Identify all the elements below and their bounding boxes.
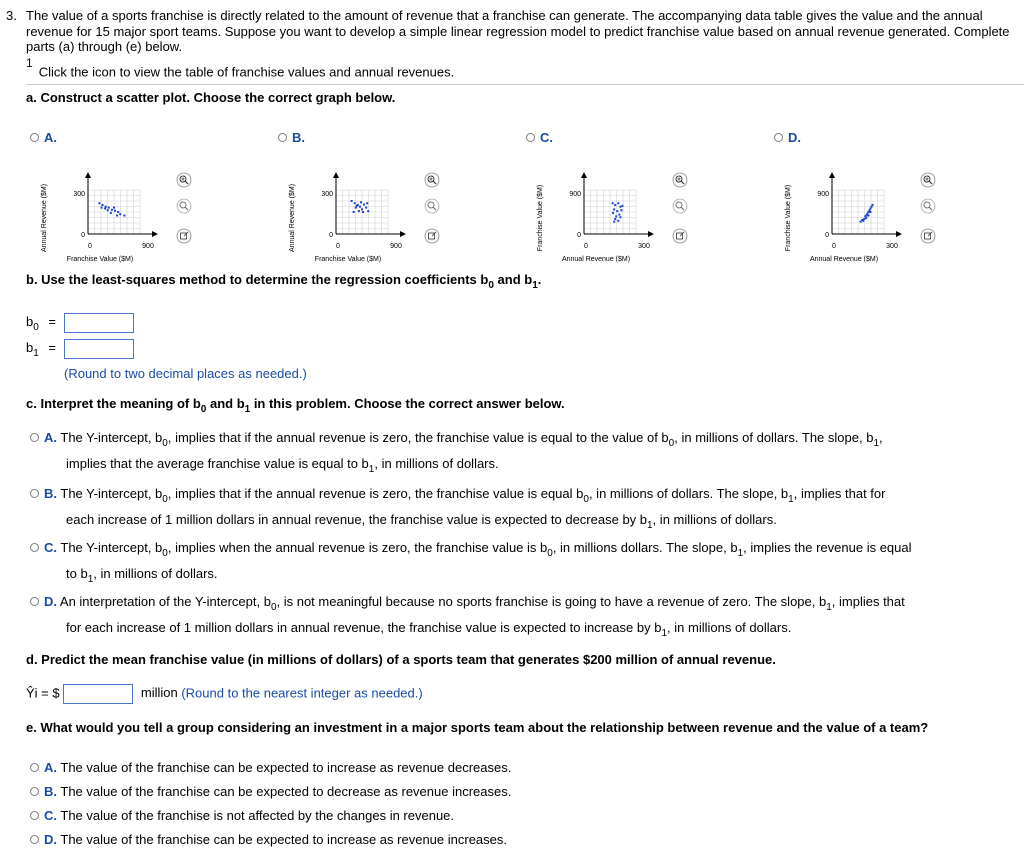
- part-d-prompt: d. Predict the mean franchise value (in millions of dollars) of a sports team that generates $200 million of annual revenue.: [26, 652, 776, 667]
- scatter-point: [619, 216, 621, 218]
- y-axis-arrow: [333, 172, 339, 178]
- scatter-point: [108, 207, 110, 209]
- y-tick-max: 900: [817, 191, 829, 198]
- part-e-option-a[interactable]: A. The value of the franchise can be expected to increase as revenue decreases.: [30, 760, 511, 775]
- scatter-point: [614, 204, 616, 206]
- scatter-point: [361, 208, 363, 210]
- b1-row: $b_1$ =: [26, 339, 134, 359]
- option-text: An interpretation of the Y-intercept, $b_0$, is not meaningful because no sports franchise is going to have a revenue of zero. The slope, $b_1$, implies that: [59, 594, 905, 613]
- b0-label: $b_0$: [26, 314, 39, 334]
- scatter-point: [617, 202, 619, 204]
- scatter-point: [116, 215, 118, 217]
- x-tick-max: 300: [886, 243, 898, 250]
- part-c-option-a[interactable]: A. The Y-intercept, $b_0$, implies that if the annual revenue is zero, the franchise value is equal to the value of $b_0$, in millions of dollars. The slope, $b_1$, implies that the average franchise value is equal to $b_1$, in millions of dollars.: [30, 426, 1015, 478]
- y-axis-label: Annual Revenue ($M): [41, 183, 48, 253]
- x-axis-label: Annual Revenue ($M): [809, 256, 879, 263]
- scatter-point: [616, 210, 618, 212]
- x-axis-arrow: [896, 231, 902, 237]
- scatter-plot: [526, 148, 706, 263]
- x-tick-max: 900: [390, 243, 402, 250]
- scatter-point: [105, 206, 107, 208]
- x-tick-zero: 0: [336, 243, 340, 250]
- part-c-option-c[interactable]: C. The Y-intercept, $b_0$, implies when the annual revenue is zero, the franchise value is $b_0$, in millions dollars. The slope, $b_1$, implies the revenue is equal to $b_1$, in millions of dollars.: [30, 536, 1015, 588]
- scatter-point: [860, 221, 862, 223]
- scatter-point: [359, 206, 361, 208]
- radio-button[interactable]: [30, 543, 39, 552]
- graph-option-d[interactable]: [774, 130, 964, 263]
- option-text-cont: to $b_1$, in millions of dollars.: [66, 566, 218, 585]
- zoom-out-icon[interactable]: [673, 199, 687, 213]
- x-axis-arrow: [648, 231, 654, 237]
- part-e-prompt: e. What would you tell a group considering an investment in a major sports team about the relationship between revenue and the value of a team?: [26, 720, 929, 735]
- radio-button[interactable]: [30, 763, 39, 772]
- yhat-label: Ŷi = $: [26, 685, 60, 701]
- option-text: The value of the franchise can be expected to increase as revenue increases.: [60, 832, 507, 847]
- y-axis-arrow: [829, 172, 835, 178]
- graph-option-label[interactable]: B.: [278, 130, 305, 145]
- scatter-point: [865, 215, 867, 217]
- part-a-prompt: a. Construct a scatter plot. Choose the correct graph below.: [26, 90, 396, 105]
- scatter-point: [614, 218, 616, 220]
- scatter-point: [365, 207, 367, 209]
- y-axis-label: Franchise Value ($M): [537, 184, 544, 252]
- scatter-point: [119, 213, 121, 215]
- expand-icon[interactable]: [425, 229, 439, 243]
- scatter-point: [619, 206, 621, 208]
- option-text: The value of the franchise can be expected to increase as revenue decreases.: [60, 760, 512, 775]
- scatter-point: [620, 209, 622, 211]
- scatter-point: [863, 218, 865, 220]
- radio-button[interactable]: [30, 433, 39, 442]
- scatter-point: [360, 201, 362, 203]
- y-tick-zero: 0: [81, 232, 85, 239]
- option-text: The value of the franchise can be expected to decrease as revenue increases.: [60, 784, 512, 799]
- zoom-out-icon[interactable]: [177, 199, 191, 213]
- option-text: The Y-intercept, $b_0$, implies that if the annual revenue is zero, the franchise value is equal $b_0$, in millions of dollars. The slope, $b_1$, implies that for: [60, 486, 886, 505]
- scatter-point: [612, 202, 614, 204]
- x-tick-zero: 0: [584, 243, 588, 250]
- scatter-point: [101, 207, 103, 209]
- scatter-point: [362, 211, 364, 213]
- scatter-point: [355, 207, 357, 209]
- scatter-point: [868, 209, 870, 211]
- scatter-point: [110, 212, 112, 214]
- radio-button[interactable]: [30, 835, 39, 844]
- scatter-point: [867, 215, 869, 217]
- y-axis-label: Franchise Value ($M): [785, 184, 792, 252]
- y-tick-max: 300: [73, 191, 85, 198]
- zoom-in-icon[interactable]: [425, 173, 439, 187]
- expand-icon[interactable]: [177, 229, 191, 243]
- radio-button[interactable]: [30, 597, 39, 606]
- zoom-in-icon[interactable]: [673, 173, 687, 187]
- scatter-point: [358, 210, 360, 212]
- b0-row: $b_0$ =: [26, 313, 134, 333]
- scatter-point: [613, 208, 615, 210]
- scatter-plot: [774, 148, 954, 263]
- x-axis-label: Franchise Value ($M): [66, 256, 134, 263]
- b0-input[interactable]: [64, 313, 134, 333]
- question-number: 3.: [6, 8, 17, 23]
- graph-option-label[interactable]: C.: [526, 130, 553, 145]
- graph-option-b[interactable]: [278, 130, 468, 263]
- scatter-point: [613, 221, 615, 223]
- scatter-point: [367, 210, 369, 212]
- x-tick-zero: 0: [832, 243, 836, 250]
- x-tick-zero: 0: [88, 243, 92, 250]
- part-e-option-c[interactable]: C. The value of the franchise is not affected by the changes in revenue.: [30, 808, 454, 823]
- part-e-option-b[interactable]: B. The value of the franchise can be expected to decrease as revenue increases.: [30, 784, 511, 799]
- y-axis-arrow: [581, 172, 587, 178]
- y-tick-max: 900: [569, 191, 581, 198]
- y-tick-zero: 0: [825, 232, 829, 239]
- scatter-point: [869, 207, 871, 209]
- option-text: The Y-intercept, $b_0$, implies when the annual revenue is zero, the franchise value is $b_0$, in millions dollars. The slope, $b_1$, implies the revenue is equal: [60, 540, 912, 559]
- y-axis-label: Annual Revenue ($M): [289, 183, 296, 253]
- graph-option-a[interactable]: [30, 130, 220, 263]
- scatter-point: [117, 211, 119, 213]
- part-c-prompt: c. Interpret the meaning of $b_0$ and $b_1$ in this problem. Choose the correct answer below.: [26, 396, 565, 415]
- question-intro: The value of a sports franchise is directly related to the amount of revenue that a franchise can generate. The accompanying data table gives the value and the annual revenue for 15 major sport teams. Suppose you want to develop a simple linear regression model to predict franchise value based on annual revenue generated. Complete parts (a) through (e) below.: [26, 8, 1010, 54]
- y-axis-arrow: [85, 172, 91, 178]
- scatter-point: [98, 202, 100, 204]
- radio-button[interactable]: [526, 133, 535, 142]
- part-c-option-b[interactable]: B. The Y-intercept, $b_0$, implies that if the annual revenue is zero, the franchise value is equal $b_0$, in millions of dollars. The slope, $b_1$, implies that for each increase of 1 million dollars in annual revenue, the franchise value is expected to decrease by $b_1$, in millions of dollars.: [30, 482, 1015, 534]
- yhat-input[interactable]: [63, 684, 133, 704]
- graph-option-label[interactable]: D.: [774, 130, 801, 145]
- scatter-point: [102, 204, 104, 206]
- x-tick-max: 300: [638, 243, 650, 250]
- option-text-cont: implies that the average franchise value is equal to $b_1$, in millions of dollars.: [66, 456, 499, 475]
- b1-input[interactable]: [64, 339, 134, 359]
- scatter-point: [618, 214, 620, 216]
- y-tick-max: 300: [321, 191, 333, 198]
- radio-button[interactable]: [30, 811, 39, 820]
- zoom-in-icon[interactable]: [177, 173, 191, 187]
- scatter-point: [363, 204, 365, 206]
- part-b-round-note: (Round to two decimal places as needed.): [64, 366, 307, 381]
- scatter-point: [866, 213, 868, 215]
- scatter-plot: [278, 148, 458, 263]
- b1-label: $b_1$: [26, 340, 39, 360]
- scatter-point: [617, 220, 619, 222]
- part-b-prompt: b. Use the least-squares method to determine the regression coefficients $b_0$ and $b_1$.: [26, 272, 542, 291]
- scatter-point: [111, 209, 113, 211]
- graph-option-c[interactable]: [526, 130, 716, 263]
- radio-button[interactable]: [30, 489, 39, 498]
- part-c-option-d[interactable]: D. An interpretation of the Y-intercept, $b_0$, is not meaningful because no sports franchise is going to have a revenue of zero. The slope, $b_1$, implies that for each increase of 1 million dollars in annual revenue, the franchise value is expected to increase by $b_1$, in millions of dollars.: [30, 590, 1015, 642]
- expand-icon[interactable]: [921, 229, 935, 243]
- x-axis-arrow: [400, 231, 406, 237]
- option-text: The Y-intercept, $b_0$, implies that if the annual revenue is zero, the franchise value is equal to the value of $b_0$, in millions of dollars. The slope, $b_1$,: [60, 430, 883, 449]
- y-tick-zero: 0: [577, 232, 581, 239]
- footnote-marker: 1: [26, 56, 33, 70]
- data-table-link[interactable]: Click the icon to view the table of franchise values and annual revenues.: [38, 64, 455, 80]
- zoom-out-icon[interactable]: [425, 199, 439, 213]
- radio-button[interactable]: [30, 133, 39, 142]
- scatter-point: [123, 215, 125, 217]
- yhat-unit: million: [140, 685, 178, 701]
- scatter-point: [107, 209, 109, 211]
- scatter-point: [867, 211, 869, 213]
- zoom-in-icon[interactable]: [921, 173, 935, 187]
- scatter-point: [353, 211, 355, 213]
- radio-button[interactable]: [774, 133, 783, 142]
- scatter-point: [351, 200, 353, 202]
- scatter-point: [113, 207, 115, 209]
- expand-icon[interactable]: [673, 229, 687, 243]
- scatter-point: [104, 207, 106, 209]
- y-tick-zero: 0: [329, 232, 333, 239]
- part-e-option-d[interactable]: D. The value of the franchise can be expected to increase as revenue increases.: [30, 832, 507, 847]
- part-d-round-note: (Round to the nearest integer as needed.): [181, 685, 423, 701]
- scatter-point: [869, 211, 871, 213]
- option-text-cont: each increase of 1 million dollars in annual revenue, the franchise value is expected to decrease by $b_1$, in millions of dollars.: [66, 512, 777, 531]
- scatter-point: [114, 210, 116, 212]
- scatter-point: [871, 206, 873, 208]
- scatter-point: [872, 204, 874, 206]
- graph-option-label[interactable]: A.: [30, 130, 57, 145]
- scatter-point: [865, 217, 867, 219]
- scatter-point: [621, 205, 623, 207]
- scatter-point: [615, 215, 617, 217]
- scatter-point: [354, 202, 356, 204]
- yhat-row: [26, 684, 423, 704]
- scatter-point: [862, 220, 864, 222]
- scatter-plot: [30, 148, 210, 263]
- zoom-out-icon[interactable]: [921, 199, 935, 213]
- option-text: The value of the franchise is not affected by the changes in revenue.: [60, 808, 455, 823]
- x-axis-label: Annual Revenue ($M): [561, 256, 631, 263]
- radio-button[interactable]: [30, 787, 39, 796]
- scatter-point: [356, 205, 358, 207]
- x-axis-arrow: [152, 231, 158, 237]
- x-axis-label: Franchise Value ($M): [314, 256, 382, 263]
- option-text-cont: for each increase of 1 million dollars in annual revenue, the franchise value is expected to increase by $b_1$, in millions of dollars.: [66, 620, 792, 639]
- x-tick-max: 900: [142, 243, 154, 250]
- radio-button[interactable]: [278, 133, 287, 142]
- divider: [26, 84, 1024, 85]
- scatter-point: [366, 202, 368, 204]
- scatter-point: [612, 212, 614, 214]
- data-table-note[interactable]: [26, 56, 455, 80]
